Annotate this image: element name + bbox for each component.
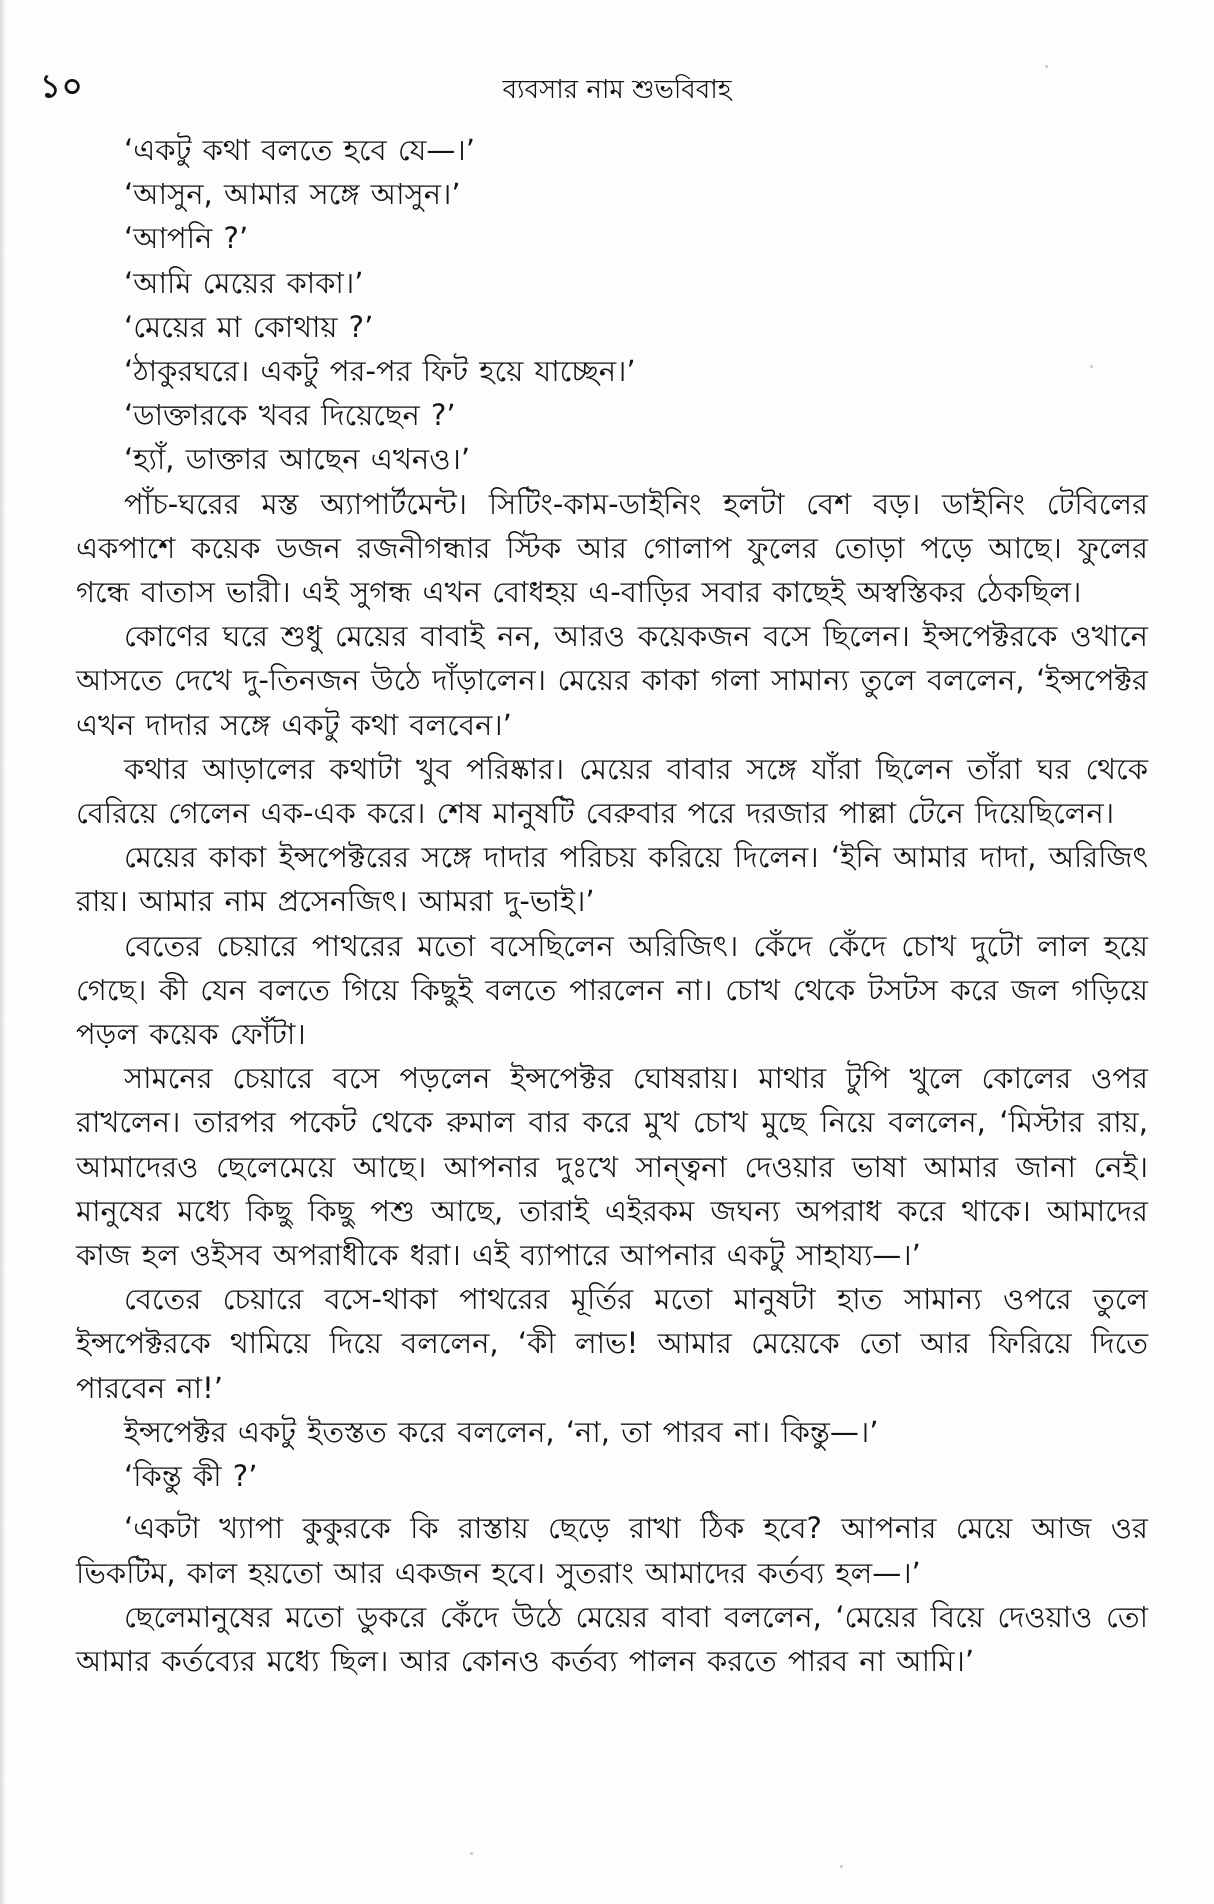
paragraph-dialog: ‘ঠাকুরঘরে। একটু পর-পর ফিট হয়ে যাচ্ছেন।’ (124, 354, 636, 389)
paragraph-dialog: ‘আমি মেয়ের কাকা।’ (124, 265, 364, 300)
page-number: ১০ (40, 67, 84, 105)
paragraph-prose: বেতের চেয়ারে বসে-থাকা পাথরের মূর্তির মতো মানুষটা হাত সামান্য ওপরে তুলে ইন্সপেক্টরকে থামিয়ে দিয়ে বললেন, ‘কী লাভ! আমার মেয়েকে তো আর ফিরিয়ে দিতে পারবেন না!’ (76, 1282, 1148, 1405)
scan-speck (1045, 65, 1048, 68)
paragraph-dialog: ‘হ্যাঁ, ডাক্তার আছেন এখনও।’ (124, 442, 471, 477)
paragraph-dialog: ‘একটু কথা বলতে হবে যে—।’ (124, 133, 475, 167)
scan-speck (470, 1852, 473, 1855)
page-header (0, 66, 1214, 116)
running-title: ব্যবসার নাম শুভবিবাহ (502, 75, 732, 105)
scan-speck (840, 1865, 843, 1868)
page-edge-shadow (0, 0, 6, 1904)
paragraph-prose: কথার আড়ালের কথাটা খুব পরিষ্কার। মেয়ের বাবার সঙ্গে যাঁরা ছিলেন তাঁরা ঘর থেকে বেরিয়ে গেলেন এক-এক করে। শেষ মানুষটি বেরুবার পরে দরজার পাল্লা টেনে দিয়েছিলেন। (76, 751, 1148, 831)
paragraph-dialog: ইন্সপেক্টর একটু ইতস্তত করে বললেন, ‘না, তা পারব না। কিন্তু—।’ (124, 1414, 879, 1449)
paragraph-prose: সামনের চেয়ারে বসে পড়লেন ইন্সপেক্টর ঘোষরায়। মাথার টুপি খুলে কোলের ওপর রাখলেন। তারপর পকেট থেকে রুমাল বার করে মুখ চোখ মুছে নিয়ে বললেন, ‘মিস্টার রায়, আমাদেরও ছেলেমেয়ে আছে। আপনার দুঃখে সান্ত্বনা দেওয়ার ভাষা আমার জানা নেই। মানুষের মধ্যে কিছু কিছু পশু আছে, তারাই এইরকম জঘন্য অপরাধ করে থাকে। আমাদের কাজ হল ওইসব অপরাধীকে ধরা। এই ব্যাপারে আপনার একটু সাহায্য—।’ (76, 1061, 1148, 1273)
page-body (76, 128, 1148, 1683)
paragraph-prose: ‘একটা খ্যাপা কুকুরকে কি রাস্তায় ছেড়ে রাখা ঠিক হবে? আপনার মেয়ে আজ ওর ভিকটিম, কাল হয়তো আর একজন হবে। সুতরাং আমাদের কর্তব্য হল—।’ (76, 1511, 1148, 1590)
paragraph-prose: বেতের চেয়ারে পাথরের মতো বসেছিলেন অরিজিৎ। কেঁদে কেঁদে চোখ দুটো লাল হয়ে গেছে। কী যেন বলতে গিয়ে কিছুই বলতে পারলেন না। চোখ থেকে টসটস করে জল গড়িয়ে পড়ল কয়েক ফোঁটা। (76, 928, 1148, 1052)
paragraph-dialog: ‘আসুন, আমার সঙ্গে আসুন।’ (124, 177, 461, 212)
paragraph-prose: কোণের ঘরে শুধু মেয়ের বাবাই নন, আরও কয়েকজন বসে ছিলেন। ইন্সপেক্টরকে ওখানে আসতে দেখে দু-তিনজন উঠে দাঁড়ালেন। মেয়ের কাকা গলা সামান্য তুলে বললেন, ‘ইন্সপেক্টর এখন দাদার সঙ্গে একটু কথা বলবেন।’ (76, 619, 1148, 742)
paragraph-dialog: ‘ডাক্তারকে খবর দিয়েছেন ?’ (124, 398, 456, 433)
paragraph-prose: মেয়ের কাকা ইন্সপেক্টরের সঙ্গে দাদার পরিচয় করিয়ে দিলেন। ‘ইনি আমার দাদা, অরিজিৎ রায়। আমার নাম প্রসেনজিৎ। আমরা দু-ভাই।’ (76, 840, 1148, 919)
paragraph-prose: ছেলেমানুষের মতো ডুকরে কেঁদে উঠে মেয়ের বাবা বললেন, ‘মেয়ের বিয়ে দেওয়াও তো আমার কর্তব্যের মধ্যে ছিল। আর কোনও কর্তব্য পালন করতে পারব না আমি।’ (76, 1599, 1148, 1678)
paragraph-dialog: ‘কিন্তু কী ?’ (124, 1459, 258, 1494)
paragraph-dialog: ‘মেয়ের মা কোথায় ?’ (124, 309, 374, 344)
scan-speck (1090, 365, 1093, 368)
paragraph-dialog: ‘আপনি ?’ (124, 221, 249, 256)
paragraph-prose: পাঁচ-ঘরের মস্ত অ্যাপার্টমেন্ট। সিটিং-কাম-ডাইনিং হলটা বেশ বড়। ডাইনিং টেবিলের একপাশে কয়েক ডজন রজনীগন্ধার স্টিক আর গোলাপ ফুলের তোড়া পড়ে আছে। ফুলের গন্ধে বাতাস ভারী। এই সুগন্ধ এখন বোধহয় এ-বাড়ির সবার কাছেই অস্বস্তিকর ঠেকছিল। (76, 486, 1148, 610)
